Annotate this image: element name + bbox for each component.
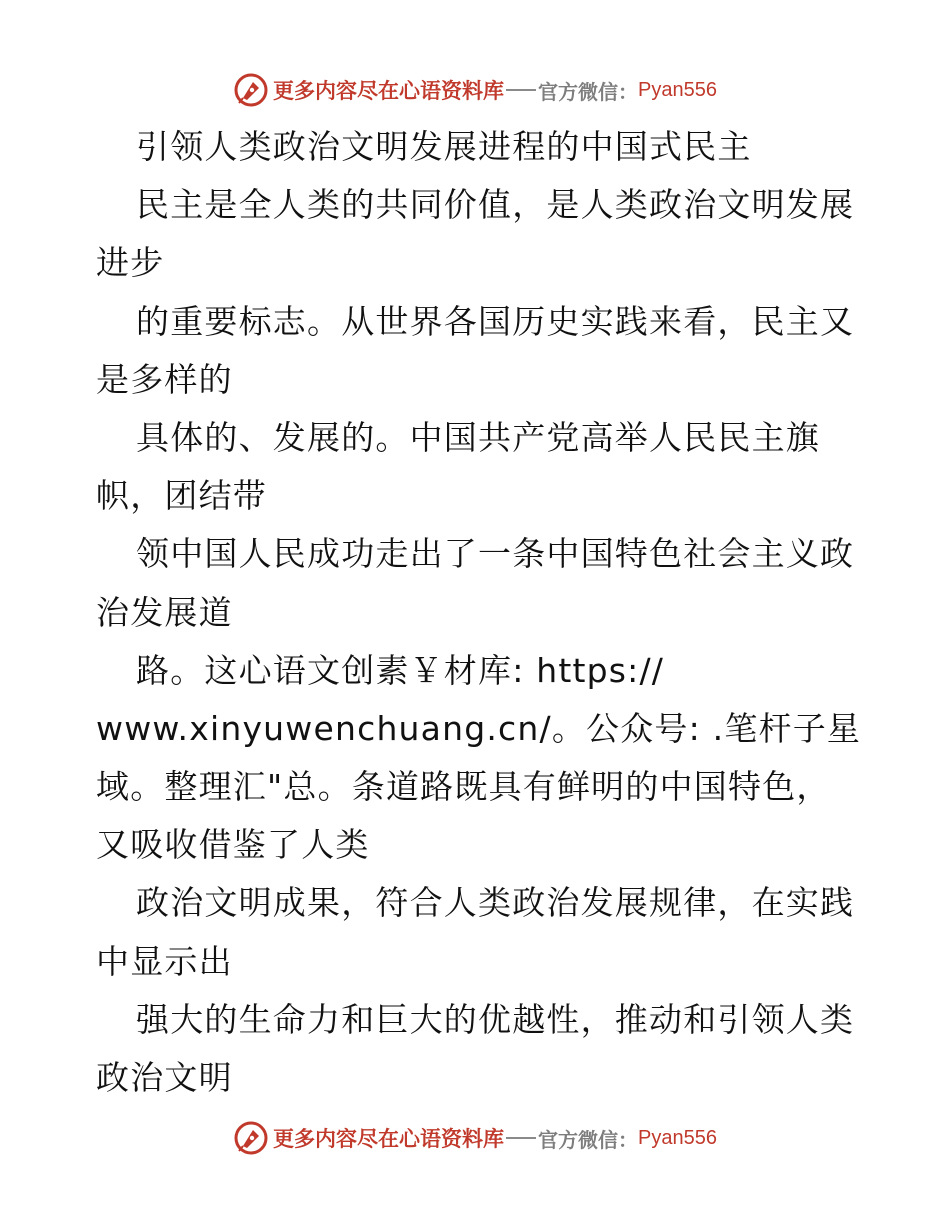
text-line: 帜，团结带 [96, 476, 267, 516]
footer-wechat-id: Pyan556 [638, 1126, 717, 1149]
text-line: 政治文明成果，符合人类政治发展规律，在实践 [136, 883, 855, 923]
text-line: www.xinyuwenchuang.cn/。公众号: .笔杆子星 [96, 708, 862, 748]
text-line: 域。整理汇"总。条道路既具有鲜明的中国特色， [96, 767, 831, 807]
pen-nib-circle-icon [233, 1120, 269, 1156]
text-line: 治发展道 [96, 592, 233, 632]
pen-nib-circle-icon [233, 72, 269, 108]
header-wechat-id: Pyan556 [638, 78, 717, 101]
text-line: 进步 [96, 243, 165, 283]
footer-wechat-label: 官方微信： [538, 1127, 639, 1152]
footer-site-name: 更多内容尽在心语资料库 [273, 1126, 505, 1151]
header-site-name: 更多内容尽在心语资料库 [273, 78, 505, 103]
footer-dash [506, 1137, 536, 1139]
header-wechat-label: 官方微信： [538, 79, 639, 104]
header-dash [506, 89, 536, 91]
text-line: 又吸收借鉴了人类 [96, 825, 370, 865]
text-line: 是多样的 [96, 359, 233, 399]
text-line: 领中国人民成功走出了一条中国特色社会主义政 [136, 534, 855, 574]
text-line: 中显示出 [96, 941, 233, 981]
text-line: 政治文明 [96, 1058, 233, 1097]
text-line: 具体的、发展的。中国共产党高举人民民主旗 [136, 417, 820, 457]
text-line: 强大的生命力和巨大的优越性，推动和引领人类 [136, 999, 855, 1039]
text-line: 的重要标志。从世界各国历史实践来看，民主又 [136, 301, 855, 341]
text-line: 民主是全人类的共同价值，是人类政治文明发展 [136, 185, 855, 225]
footer-banner [0, 1118, 950, 1158]
document-body [96, 118, 862, 1107]
text-line: 引领人类政治文明发展进程的中国式民主 [136, 127, 752, 166]
text-line: 路。这心语文创素￥材库: https:// [136, 650, 665, 690]
header-banner [0, 70, 950, 110]
